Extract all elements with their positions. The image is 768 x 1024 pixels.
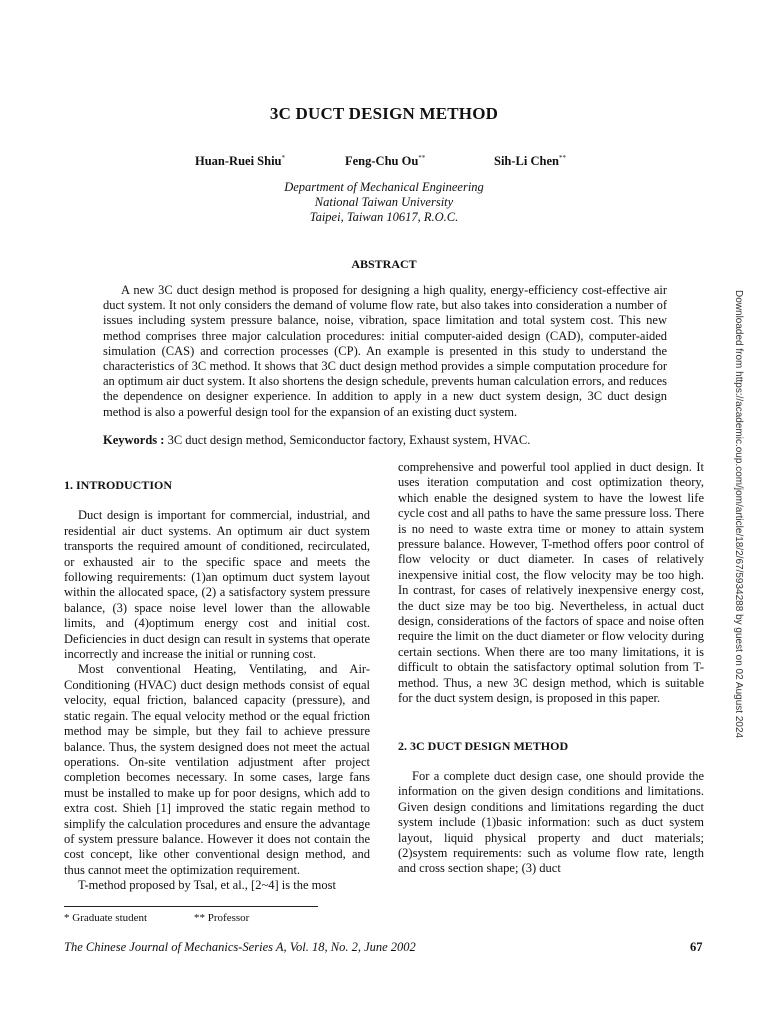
- footnotes: [64, 912, 249, 924]
- affiliation-address: Taipei, Taiwan 10617, R.O.C.: [309, 210, 459, 224]
- author-1-name: Huan-Ruei Shiu: [195, 154, 282, 169]
- footnote-professor: ** Professor: [194, 912, 250, 924]
- intro-paragraph-3: T-method proposed by Tsal, et al., [2~4] is the most: [78, 878, 336, 893]
- right-paragraph-1: comprehensive and powerful tool applied in duct design. It uses iteration computation and cost optimization theory, which enable the designed system to have the lowest life cycle cost and all paths to have the same pressure loss. There is no need to waste extra time or money to attain system pressure balance. However, T-method offers poor control of flow velocity or duct diameter. In cases of relatively inexpensive initial cost, the flow velocity may be too high. In contrast, for cases of relatively inexpensive energy cost, the duct size may be too big. Nevertheless, in actual duct design, considerations of the factors of space and noise often require the limit on the duct diameter or flow velocity during certain sections. When there are too many limitations, it is difficult to obtain the satisfactory optimal solution from T-method. Thus, a new 3C design method, which is suitable for the duct system design, is proposed in this paper.: [398, 460, 704, 706]
- author-2: [345, 154, 425, 169]
- intro-paragraph-2: Most conventional Heating, Ventilating, and Air-Conditioning (HVAC) duct design methods consist of equal velocity, equal friction, balanced capacity (pressure), and static regain. The equal velocity method or the equal friction method may be simple, but they fail to achieve pressure balance. Thus, the system designed does not meet the actual operations. On-site ventilation adjustment after project completion becomes necessary. In some cases, large fans must be installed to make up for poor designs, which add to extra cost. Shieh [1] improved the static regain method to simplify the calculation procedures and ensure the advantage of system pressure balance. However it does not contain the cost concept, like other conventional design method, and thus cannot meet the optimization requirement.: [64, 662, 370, 877]
- affiliation-university: National Taiwan University: [314, 195, 454, 209]
- author-1: [195, 154, 285, 169]
- right-column: [398, 460, 704, 877]
- paper-title: 3C DUCT DESIGN METHOD: [269, 104, 499, 123]
- left-column: [64, 478, 370, 894]
- author-3-name: Sih-Li Chen: [494, 154, 559, 169]
- keywords-text: 3C duct design method, Semiconductor factory, Exhaust system, HVAC.: [167, 433, 531, 447]
- section-2-heading: 2. 3C DUCT DESIGN METHOD: [398, 738, 569, 753]
- author-3-mark: **: [558, 154, 566, 162]
- abstract-text: A new 3C duct design method is proposed for designing a high quality, energy-efficiency cost-effective air duct system. It not only considers the demand of volume flow rate, but also takes into consideration a number of issues including system pressure balance, noise, vibration, space limitation and total system cost. This new method comprises three major calculation procedures: initial computer-aided design (CAD), computer-aided simulation (CAS) and correction processes (CP). An example is presented in this study to understand the characteristics of 3C method. It shows that 3C duct design method provides a simple computation procedure for an optimum air duct system. It also shortens the design schedule, prevents human calculation errors, and reduces the dependence on designer experience. In addition to apply in a new duct system design, 3C duct design method is also a powerful design tool for the expansion of an existing duct system.: [103, 283, 667, 419]
- page-number: 67: [690, 940, 703, 954]
- affiliation-department: Department of Mechanical Engineering: [284, 180, 484, 194]
- journal-citation: The Chinese Journal of Mechanics-Series A, Vol. 18, No. 2, June 2002: [64, 940, 416, 954]
- intro-paragraph-1: Duct design is important for commercial, industrial, and residential air duct systems. An optimum air duct system transports the required amount of conditioned, recirculated, or exhausted air to the specific space and meets the following requirements: (1)an optimum duct system layout within the allocated space, (2) a satisfactory system pressure balance, (3) space noise level lower than the allowable limits, and (4)optimum energy cost and initial cost. Deficiencies in duct design can result in systems that operate incorrectly and increase the initial or running cost.: [64, 508, 370, 662]
- footnote-graduate: * Graduate student: [64, 912, 148, 924]
- download-notice-text: Downloaded from https://academic.oup.com/jom/article/18/2/67/5934288 by guest on 02 August 2024: [733, 290, 744, 739]
- footnote-divider: [64, 906, 318, 907]
- author-2-mark: **: [418, 154, 426, 162]
- abstract-heading: ABSTRACT: [351, 257, 417, 271]
- affiliation: [0, 180, 768, 225]
- keywords-line: [103, 433, 673, 448]
- right-paragraph-2: For a complete duct design case, one should provide the information on the given design conditions and limitations. Given design conditions and limitations regarding the duct system include (1)basic information: such as duct system layout, liquid physical property and duct materials; (2)system requirements: such as volume flow rate, length and cross section shape; (3) duct: [398, 768, 704, 876]
- download-notice: [733, 290, 749, 760]
- author-2-name: Feng-Chu Ou: [345, 154, 419, 169]
- author-1-mark: *: [281, 154, 285, 162]
- author-3: [494, 154, 566, 169]
- keywords-label: Keywords :: [103, 433, 165, 447]
- section-1-heading: 1. INTRODUCTION: [64, 478, 173, 492]
